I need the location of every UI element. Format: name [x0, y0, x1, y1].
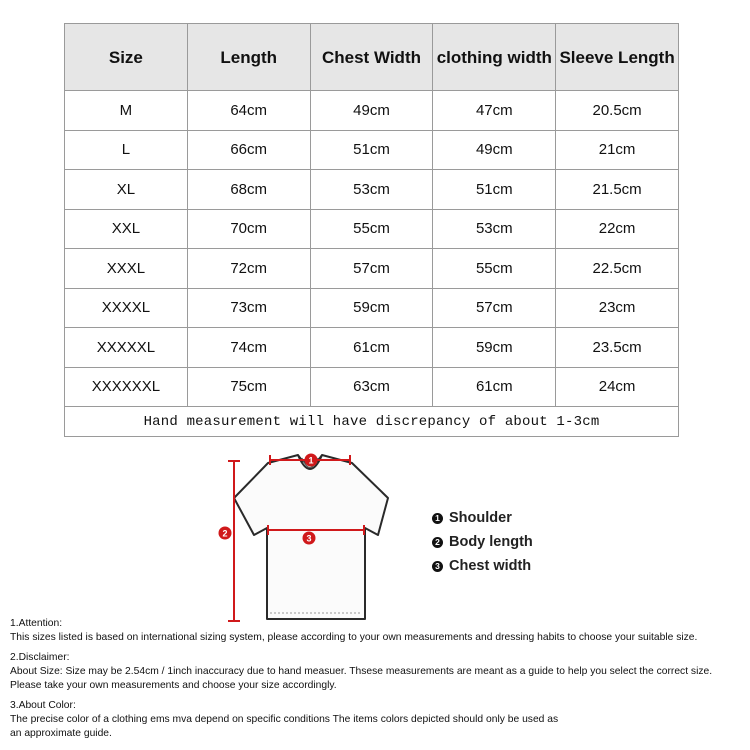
legend-item — [432, 530, 533, 554]
legend-item — [432, 506, 533, 530]
table-cell: 21.5cm — [556, 170, 679, 210]
legend-label: Body length — [449, 534, 533, 550]
note-text: Please take your own measurements and choose your size accordingly. — [10, 680, 337, 691]
table-cell: 24cm — [556, 367, 679, 407]
table-cell: 57cm — [433, 288, 556, 328]
table-cell: 61cm — [433, 367, 556, 407]
legend-item — [432, 554, 533, 578]
table-cell: XXXXXL — [65, 328, 188, 368]
table-cell: 22.5cm — [556, 249, 679, 289]
legend-number-icon: 1 — [432, 513, 443, 524]
table-row — [65, 130, 679, 170]
table-cell: XXL — [65, 209, 188, 249]
note-title: 1.Attention: — [10, 618, 63, 629]
note-text: About Size: Size may be 2.54cm / 1inch inaccuracy due to hand measuer. Thsese measurements are meant as a guide to help you select the correct size. — [10, 666, 713, 677]
column-header: Chest Width — [310, 24, 433, 91]
table-row — [65, 288, 679, 328]
column-header: Length — [187, 24, 310, 91]
note-title: 3.About Color: — [10, 700, 76, 711]
legend-label: Shoulder — [449, 510, 512, 526]
table-cell: 55cm — [310, 209, 433, 249]
table-row — [65, 170, 679, 210]
size-chart-table — [64, 23, 679, 437]
table-cell: 73cm — [187, 288, 310, 328]
table-cell: 53cm — [310, 170, 433, 210]
legend-number-icon: 2 — [432, 537, 443, 548]
table-cell: 22cm — [556, 209, 679, 249]
table-cell: XL — [65, 170, 188, 210]
note-text: This sizes listed is based on international sizing system, please according to your own measurements and dressing habits to choose your suitable size. — [10, 632, 698, 643]
table-cell: 53cm — [433, 209, 556, 249]
table-cell: L — [65, 130, 188, 170]
note-section — [10, 617, 745, 645]
table-cell: M — [65, 91, 188, 131]
table-cell: XXXXL — [65, 288, 188, 328]
size-chart-header — [65, 24, 679, 91]
table-cell: 66cm — [187, 130, 310, 170]
legend-label: Chest width — [449, 558, 532, 574]
marker-number: 2 — [222, 528, 228, 539]
marker-2 — [219, 527, 232, 540]
note-text: an approximate guide. — [10, 728, 112, 739]
legend-number-icon: 3 — [432, 561, 443, 572]
size-chart-body — [65, 91, 679, 437]
column-header: clothing width — [433, 24, 556, 91]
note-title: 2.Disclaimer: — [10, 652, 70, 663]
measurement-legend — [432, 506, 533, 578]
table-row — [65, 328, 679, 368]
table-cell: 49cm — [433, 130, 556, 170]
table-cell: 68cm — [187, 170, 310, 210]
table-cell: 75cm — [187, 367, 310, 407]
size-notes — [10, 617, 745, 747]
table-cell: 51cm — [310, 130, 433, 170]
table-cell: XXXL — [65, 249, 188, 289]
marker-number: 1 — [308, 455, 314, 466]
table-row — [65, 249, 679, 289]
table-cell: 72cm — [187, 249, 310, 289]
note-text: The precise color of a clothing ems mva depend on specific conditions The items colors depicted should only be used as — [10, 714, 559, 725]
table-cell: 23.5cm — [556, 328, 679, 368]
table-cell: 61cm — [310, 328, 433, 368]
table-cell: 49cm — [310, 91, 433, 131]
note-section — [10, 699, 745, 741]
table-cell: 47cm — [433, 91, 556, 131]
marker-1 — [305, 454, 318, 467]
table-cell: 59cm — [433, 328, 556, 368]
table-cell: 57cm — [310, 249, 433, 289]
table-cell: 51cm — [433, 170, 556, 210]
table-cell: 20.5cm — [556, 91, 679, 131]
table-cell: 63cm — [310, 367, 433, 407]
table-cell: 21cm — [556, 130, 679, 170]
table-cell: 64cm — [187, 91, 310, 131]
table-cell: 55cm — [433, 249, 556, 289]
note-section — [10, 651, 745, 693]
table-cell: 74cm — [187, 328, 310, 368]
table-cell: 59cm — [310, 288, 433, 328]
tshirt-diagram — [210, 443, 410, 626]
column-header: Size — [65, 24, 188, 91]
table-cell: 70cm — [187, 209, 310, 249]
marker-3 — [303, 532, 316, 545]
measurement-note: Hand measurement will have discrepancy of about 1-3cm — [65, 407, 679, 437]
body-length-measure — [228, 461, 240, 621]
table-row — [65, 209, 679, 249]
table-cell: XXXXXXL — [65, 367, 188, 407]
table-row — [65, 91, 679, 131]
marker-number: 3 — [306, 533, 312, 544]
column-header: Sleeve Length — [556, 24, 679, 91]
table-cell: 23cm — [556, 288, 679, 328]
table-row — [65, 367, 679, 407]
